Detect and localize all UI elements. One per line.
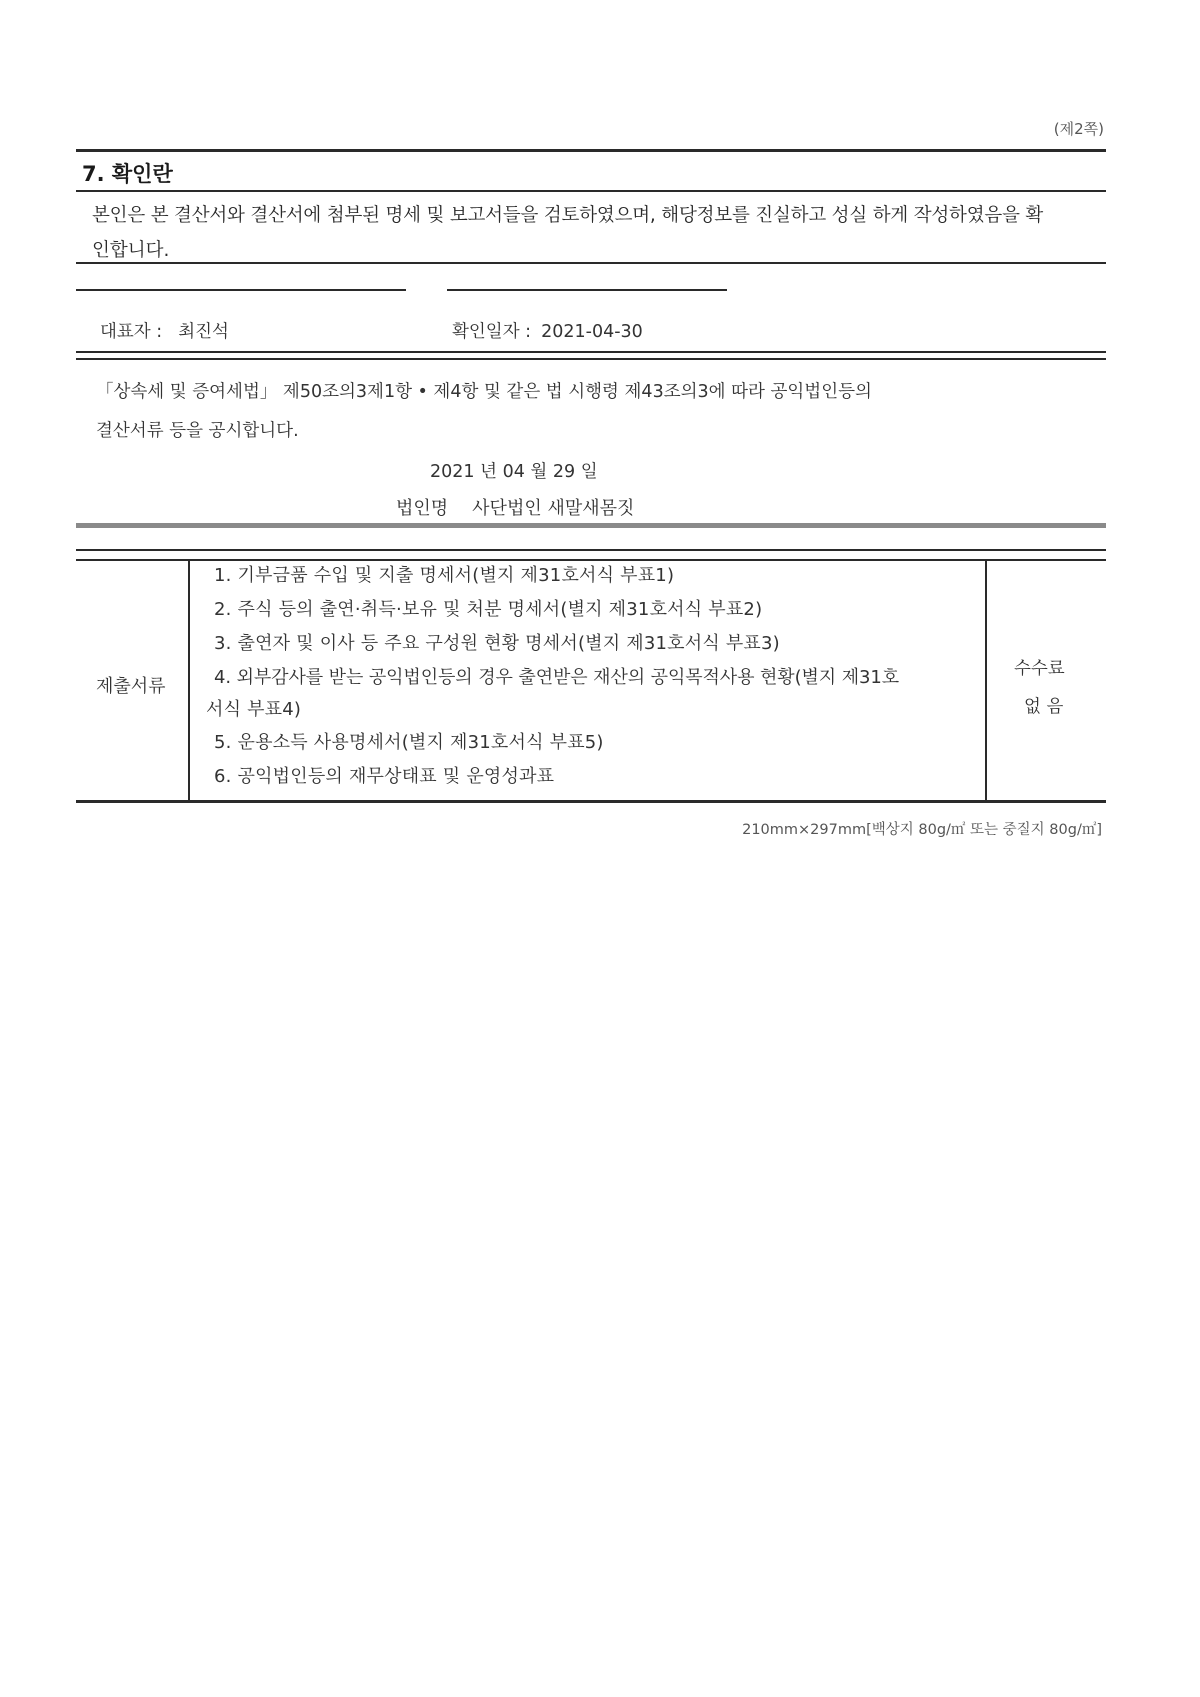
fee-value: 없 음: [1024, 697, 1064, 717]
table-divider-left: [188, 560, 190, 801]
document-item: 5. 운용소득 사용명세서(별지 제31호서식 부표5): [214, 732, 604, 753]
confirmation-text-line2: 인합니다.: [92, 240, 170, 261]
confirmation-date-value: 2021-04-30: [541, 322, 643, 342]
paper-spec: 210mm×297mm[백상지 80g/㎡ 또는 중질지 80g/㎡]: [742, 822, 1102, 838]
table-divider-right: [985, 560, 987, 801]
corporation-name: 사단법인 새말새몸짓: [472, 498, 635, 519]
notice-date: 2021 년 04 월 29 일: [430, 462, 598, 482]
table-bottom-rule: [76, 800, 1106, 803]
document-item: 4. 외부감사를 받는 공익법인등의 경우 출연받은 재산의 공익목적사용 현황(별지 제31호: [214, 667, 899, 688]
document-item: 6. 공익법인등의 재무상태표 및 운영성과표: [214, 766, 555, 787]
signature-line-date: [447, 289, 727, 291]
notice-double-rule-bottom: [76, 358, 1106, 360]
confirmation-text-rule: [76, 262, 1106, 264]
table-top-rule: [76, 549, 1106, 551]
section-title: 7. 확인란: [82, 162, 173, 186]
document-item: 1. 기부금품 수입 및 지출 명세서(별지 제31호서식 부표1): [214, 565, 675, 586]
fee-label: 수수료: [1014, 659, 1065, 679]
document-item: 3. 출연자 및 이사 등 주요 구성원 현황 명세서(별지 제31호서식 부표3): [214, 633, 780, 654]
representative-label: 대표자 :: [100, 322, 163, 342]
section-top-rule: [76, 149, 1106, 152]
confirmation-date-field: [452, 318, 643, 343]
notice-double-rule-top: [76, 351, 1106, 353]
representative-name: 최진석: [178, 322, 229, 342]
documents-label: 제출서류: [96, 676, 166, 697]
page-number: (제2쪽): [1053, 120, 1104, 138]
document-item: 2. 주식 등의 출연·취득·보유 및 처분 명세서(별지 제31호서식 부표2): [214, 599, 763, 620]
section-title-rule: [76, 190, 1106, 192]
notice-separator-band: [76, 523, 1106, 528]
confirmation-date-label: 확인일자 :: [452, 322, 532, 342]
corporation-label: 법인명: [396, 498, 449, 519]
signature-line-representative: [76, 289, 406, 291]
confirmation-text-line1: 본인은 본 결산서와 결산서에 첨부된 명세 및 보고서들을 검토하였으며, 해당정보를 진실하고 성실 하게 작성하였음을 확: [92, 205, 1044, 226]
notice-text-line2: 결산서류 등을 공시합니다.: [96, 421, 299, 441]
document-item: 서식 부표4): [206, 699, 302, 720]
corporation-field: [396, 494, 634, 520]
notice-text-line1: 「상속세 및 증여세법」 제50조의3제1항 • 제4항 및 같은 법 시행령 제43조의3에 따라 공익법인등의: [96, 382, 872, 402]
representative-field: [100, 318, 229, 343]
